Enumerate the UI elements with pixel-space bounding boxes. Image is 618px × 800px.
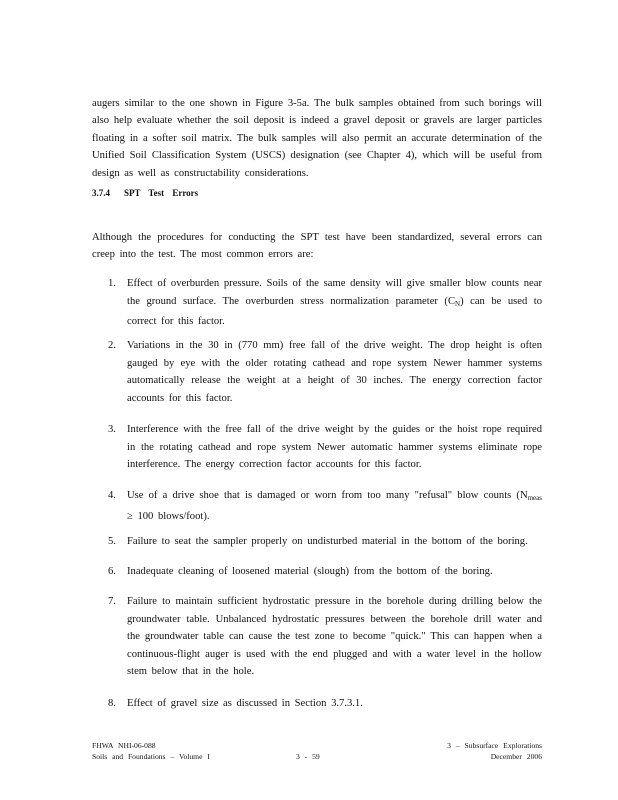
list-item xyxy=(92,563,542,579)
section-title: SPT Test Errors xyxy=(124,188,199,198)
body-paragraph: augers similar to the one shown in Figure 3-5a. The bulk samples obtained from such borings will also help evaluate whether the soil deposit is indeed a gravel deposit or gravels are larger particles floating in a softer soil matrix. The bulk samples will also permit an accurate determination of the Unified Soil Classification System (USCS) designation (see Chapter 4), which will be useful from design as well as constructability considerations. xyxy=(92,97,542,179)
subscript: N xyxy=(455,299,461,308)
list-text-part: Use of a drive shoe that is damaged or worn from too many "refusal" blow counts (N xyxy=(127,490,528,501)
list-text: Interference with the free fall of the drive weight by the guides or the hoist rope required in the rotating cathead and rope system Newer automatic hammer systems eliminate rope interference. The energy correction factor accounts for this factor. xyxy=(127,424,542,471)
section-heading xyxy=(92,186,198,200)
list-number: 7. xyxy=(108,596,116,607)
intro-paragraph: Although the procedures for conducting the SPT test have been standardized, several errors can creep into the test. The most common errors are: xyxy=(92,231,542,261)
list-item xyxy=(92,337,542,407)
footer-volume: Soils and Foundations – Volume I xyxy=(92,752,210,761)
section-number: 3.7.4 xyxy=(92,188,110,198)
list-item xyxy=(92,533,542,549)
list-number: 2. xyxy=(108,340,116,351)
list-item xyxy=(92,421,542,473)
list-item xyxy=(92,275,542,328)
list-text: Failure to maintain sufficient hydrostatic pressure in the borehole during drilling below the groundwater table. Unbalanced hydrostatic pressures between the borehole drill water and the groundwater table can cause the test zone to become "quick." This can happen when a continuous-flight auger is used with the end plugged and with a water level in the hollow stem below that in the hole. xyxy=(127,596,542,678)
footer-date: December 2006 xyxy=(490,752,542,761)
footer-right xyxy=(420,740,542,762)
list-text: Effect of gravel size as discussed in Section 3.7.3.1. xyxy=(127,698,363,709)
list-number: 8. xyxy=(108,698,116,709)
footer-left xyxy=(92,740,210,762)
list-number: 3. xyxy=(108,424,116,435)
list-text-part: ) can be used to correct for this factor. xyxy=(127,295,542,328)
footer-chapter: 3 – Subsurface Explorations xyxy=(447,741,542,750)
error-list xyxy=(92,275,542,727)
list-item xyxy=(92,487,542,522)
list-text: Failure to seat the sampler properly on undisturbed material in the bottom of the boring. xyxy=(127,536,528,547)
list-item xyxy=(92,695,542,713)
subscript: meas xyxy=(527,494,542,502)
list-text: Inadequate cleaning of loosened material (slough) from the bottom of the boring. xyxy=(127,566,493,577)
list-text-part: ≥ 100 blows/foot). xyxy=(127,510,210,522)
list-number: 5. xyxy=(108,536,116,547)
list-item xyxy=(92,593,542,681)
page-number: 3 - 59 xyxy=(296,752,320,761)
list-number: 4. xyxy=(108,490,116,501)
footer-publication-id: FHWA NHI-06-088 xyxy=(92,741,156,750)
list-number: 1. xyxy=(108,278,116,289)
list-number: 6. xyxy=(108,566,116,577)
list-text: Variations in the 30 in (770 mm) free fall of the drive weight. The drop height is often gauged by eye with the older rotating cathead and rope system Newer hammer systems automatically release the weight at a height of 30 inches. The energy correction factor accounts for this factor. xyxy=(127,340,542,404)
list-text-part: Effect of overburden pressure. Soils of the same density will give smaller blow counts near the ground surface. The overburden stress normalization parameter (C xyxy=(127,278,542,307)
